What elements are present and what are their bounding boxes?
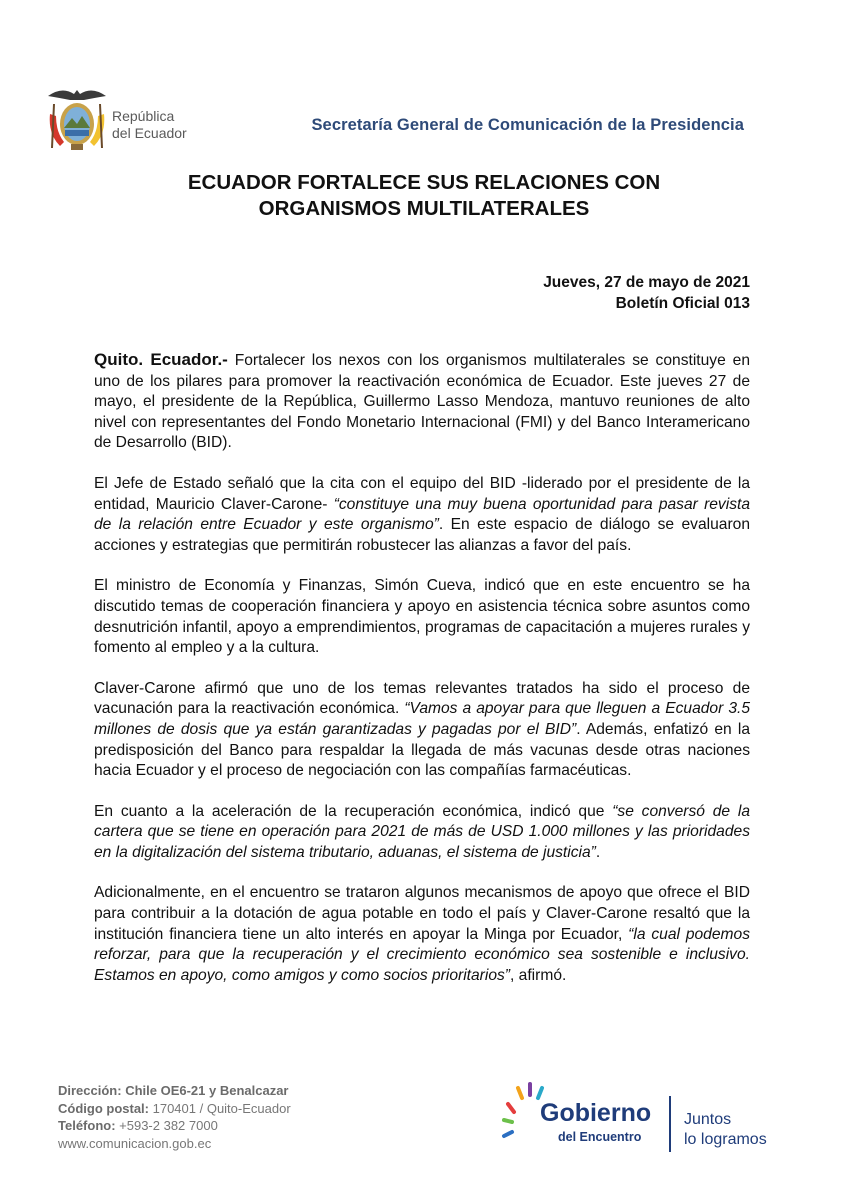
paragraph-6-quote: “la cual podemos reforzar, para que la recuperación y el crecimiento económico sea sostenible e inclusivo. Estamos en apoyo, como amigos y como socios prioritarios” [94, 925, 750, 984]
postal-value: 170401 / Quito-Ecuador [149, 1100, 291, 1116]
paragraph-6 [94, 883, 750, 986]
logo-line-2: del Ecuador [112, 125, 187, 141]
logo-line-1: República [112, 108, 175, 124]
paragraph-6-text-b: , afirmó. [510, 966, 567, 984]
paragraph-2-text-b: . En este espacio de diálogo se evaluaron acciones y estrategias que permitirán robustecer las alianzas a favor del país. [94, 516, 750, 554]
republica-logo-text [112, 108, 187, 142]
footer-postal [58, 1100, 291, 1118]
page-title [0, 170, 848, 222]
footer-contact [58, 1082, 291, 1152]
secretaria-heading: Secretaría General de Comunicación de la Presidencia [311, 116, 744, 134]
bulletin-date: Jueves, 27 de mayo de 2021 [543, 274, 750, 291]
paragraph-1 [94, 350, 750, 454]
paragraph-5 [94, 802, 750, 864]
paragraph-2 [94, 474, 750, 556]
footer-phone [58, 1117, 291, 1135]
paragraph-2-quote: “constituye una muy buena oportunidad para pasar revista de la relación entre Ecuador y este organismo” [94, 495, 750, 534]
paragraph-4-quote: “Vamos a apoyar para que lleguen a Ecuador 3.5 millones de dosis que ya están garantizadas y pagadas por el BID” [94, 700, 750, 738]
slogan-line-2: lo logramos [684, 1131, 767, 1148]
footer-address [58, 1082, 291, 1100]
slogan-line-1: Juntos [684, 1111, 732, 1128]
postal-label: Código postal: [58, 1100, 149, 1116]
paragraph-5-quote: “se conversó de la cartera que se tiene en operación para 2021 de más de USD 1.000 millones y las prioridades en la digitalización del sistema tributario, aduanas, el sistema de justicia” [94, 802, 750, 861]
ecuador-coat-of-arms-icon [44, 84, 110, 154]
address-value: Chile OE6-21 y Benalcazar [121, 1083, 289, 1098]
paragraph-4-text-a: Claver-Carone afirmó que uno de los temas relevantes tratados ha sido el proceso de vacunación para la reactivación económica. [94, 679, 750, 718]
gobierno-wordmark: Gobierno [540, 1099, 652, 1127]
bulletin-number: Boletín Oficial 013 [615, 295, 750, 312]
title-line-1: ECUADOR FORTALECE SUS RELACIONES CON [187, 171, 661, 194]
article-body [94, 350, 750, 1006]
date-block [543, 272, 750, 314]
slogan [684, 1110, 767, 1150]
paragraph-1-text: Fortalecer los nexos con los organismos multilaterales se constituye en uno de los pilares para promover la reactivación económica de Ecuador. Este jueves 27 de mayo, el presidente de la República, Guillermo Lasso Mendoza, mantuvo reuniones de alto nivel con representantes del Fondo Monetario Internacional (FMI) y del Banco Interamericano de Desarrollo (BID). [94, 352, 750, 452]
paragraph-5-text-b: . [595, 843, 601, 861]
footer-website: www.comunicacion.gob.ec [58, 1135, 212, 1151]
paragraph-2-text-a: El Jefe de Estado señaló que la cita con el equipo del BID -liderado por el presidente de la entidad, Mauricio Claver-Carone- [94, 474, 750, 513]
paragraph-6-text-a: Adicionalmente, en el encuentro se trataron algunos mecanismos de apoyo que ofrece el BID para contribuir a la dotación de agua potable en todo el país y Claver-Carone resaltó que la institución financiera tiene un alto interés en apoyar la Minga por Ecuador, [94, 884, 750, 943]
paragraph-4 [94, 679, 750, 782]
title-line-2: ORGANISMOS MULTILATERALES [258, 197, 590, 220]
address-label: Dirección: [58, 1083, 122, 1098]
paragraph-4-text-b: . Además, enfatizó en la predisposición del Banco para respaldar la llegada de más vacunas desde otras naciones hacia Ecuador y el proceso de negociación con las compañías farmacéuticas. [94, 720, 750, 780]
phone-label: Teléfono: [58, 1118, 116, 1133]
paragraph-5-text-a: En cuanto a la aceleración de la recuperación económica, indicó que [94, 802, 613, 820]
paragraph-3: El ministro de Economía y Finanzas, Simón Cueva, indicó que en este encuentro se ha discutido temas de cooperación financiera y apoyo en asistencia técnica sobre asuntos como desnutrición infantil, apoyo a emprendimientos, programas de capacitación a mujeres rurales y fomento al empleo y a la cultura. [94, 577, 750, 657]
gobierno-subtitle: del Encuentro [558, 1130, 642, 1144]
dateline: Quito. Ecuador.- [94, 350, 228, 369]
phone-value: +593-2 382 7000 [115, 1118, 218, 1133]
letterhead [0, 0, 848, 160]
footer-divider [669, 1096, 671, 1152]
